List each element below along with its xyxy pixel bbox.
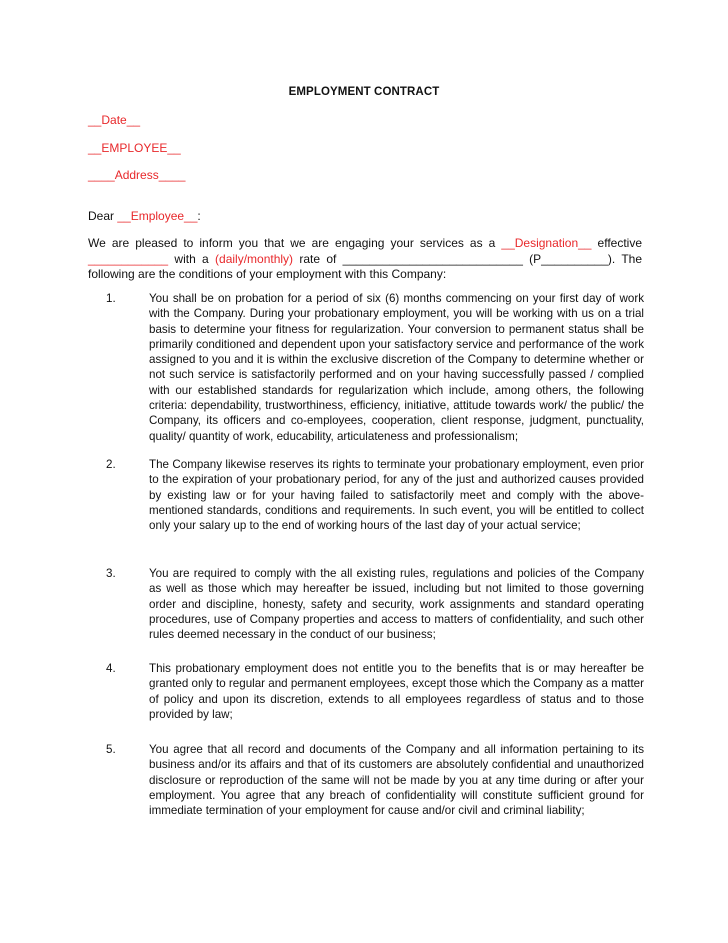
address-placeholder: ____Address____ xyxy=(88,168,186,182)
salutation-employee-placeholder: __Employee__ xyxy=(117,209,198,223)
condition-number: 3. xyxy=(106,567,116,580)
date-placeholder: __Date__ xyxy=(88,113,141,127)
intro-text-1: We are pleased to inform you that we are engaging your services as a xyxy=(88,236,502,250)
effective-date-blank: ____________ xyxy=(88,251,169,266)
intro-paragraph xyxy=(88,236,642,283)
condition-text: You shall be on probation for a period of six (6) months commencing on your first day of work with the Company. During your probationary employment, you will be working with us on a trial basis to determine your fitness for regularization. Your conversion to permanent status shall be primarily conditioned and dependent upon your satisfactory service and performance of the work assigned to you and it is within the exclusive discretion of the Company to determine whether or not such service is satisfactorily performed and on your having successfully passed / complied with our established standards for regularization which include, among others, the following criteria: dependability, trustworthiness, efficiency, initiative, attitude towards work/ the public/ the Company, its officers and co-employees, cooperation, client response, judgment, punctuality, quality/ quantity of work, educability, articulateness and professionalism; xyxy=(149,292,644,443)
condition-number: 1. xyxy=(106,292,116,305)
condition-text: You agree that all record and documents of the Company and all information pertaining to its business and/or its affairs and that of its customers are absolutely confidential and unauthorized disclosure or reproduction of the same will not be made by you at any time during or after your employment. You agree that any breach of confidentiality will constitute sufficient ground for immediate termination of your employment for cause and/or civil and criminal liability; xyxy=(149,743,644,818)
condition-text: This probationary employment does not entitle you to the benefits that is or may hereafter be granted only to regular and permanent employees, except those which the Company as a matter of policy and upon its discretion, extends to all employees regardless of status and to those provided by law; xyxy=(149,662,644,721)
intro-line-3: following are the conditions of your employment with this Company: xyxy=(88,267,447,281)
condition-number: 5. xyxy=(106,743,116,756)
condition-item xyxy=(88,566,644,642)
designation-placeholder: __Designation__ xyxy=(501,236,592,250)
intro-text-3: with a xyxy=(168,251,216,266)
rate-type-placeholder: (daily/monthly) xyxy=(215,251,294,266)
condition-item xyxy=(88,457,644,533)
condition-item xyxy=(88,742,644,818)
intro-line-2 xyxy=(88,252,642,268)
salutation xyxy=(88,209,201,223)
intro-text-2: effective xyxy=(591,236,642,250)
document-title: EMPLOYMENT CONTRACT xyxy=(288,86,440,98)
salutation-prefix: Dear xyxy=(88,209,118,223)
condition-item xyxy=(88,661,644,722)
intro-line-1 xyxy=(88,236,642,252)
salutation-suffix: : xyxy=(197,209,201,223)
condition-item xyxy=(88,291,644,444)
condition-number: 2. xyxy=(106,458,116,471)
employee-placeholder: __EMPLOYEE__ xyxy=(88,141,181,155)
condition-number: 4. xyxy=(106,662,116,675)
condition-text: You are required to comply with the all existing rules, regulations and policies of the Company as well as those which may hereafter be issued, including but not limited to those governing order and discipline, honesty, safety and security, work assignments and standard operating procedures, use of Company properties and access to matters of confidentiality, and such other rules deemed necessary in the conduct of our business; xyxy=(149,567,644,642)
condition-text: The Company likewise reserves its rights to terminate your probationary employment, even prior to the expiration of your probationary period, for any of the just and authorized causes provided by existing law or for your having failed to satisfactorily meet and comply with the above-mentioned standards, conditions and requirements. In such event, you will be entitled to collect only your salary up to the end of working hours of the last day of your actual service; xyxy=(149,458,644,533)
intro-text-4: rate of ___________________________ (P__________). The xyxy=(293,251,643,266)
